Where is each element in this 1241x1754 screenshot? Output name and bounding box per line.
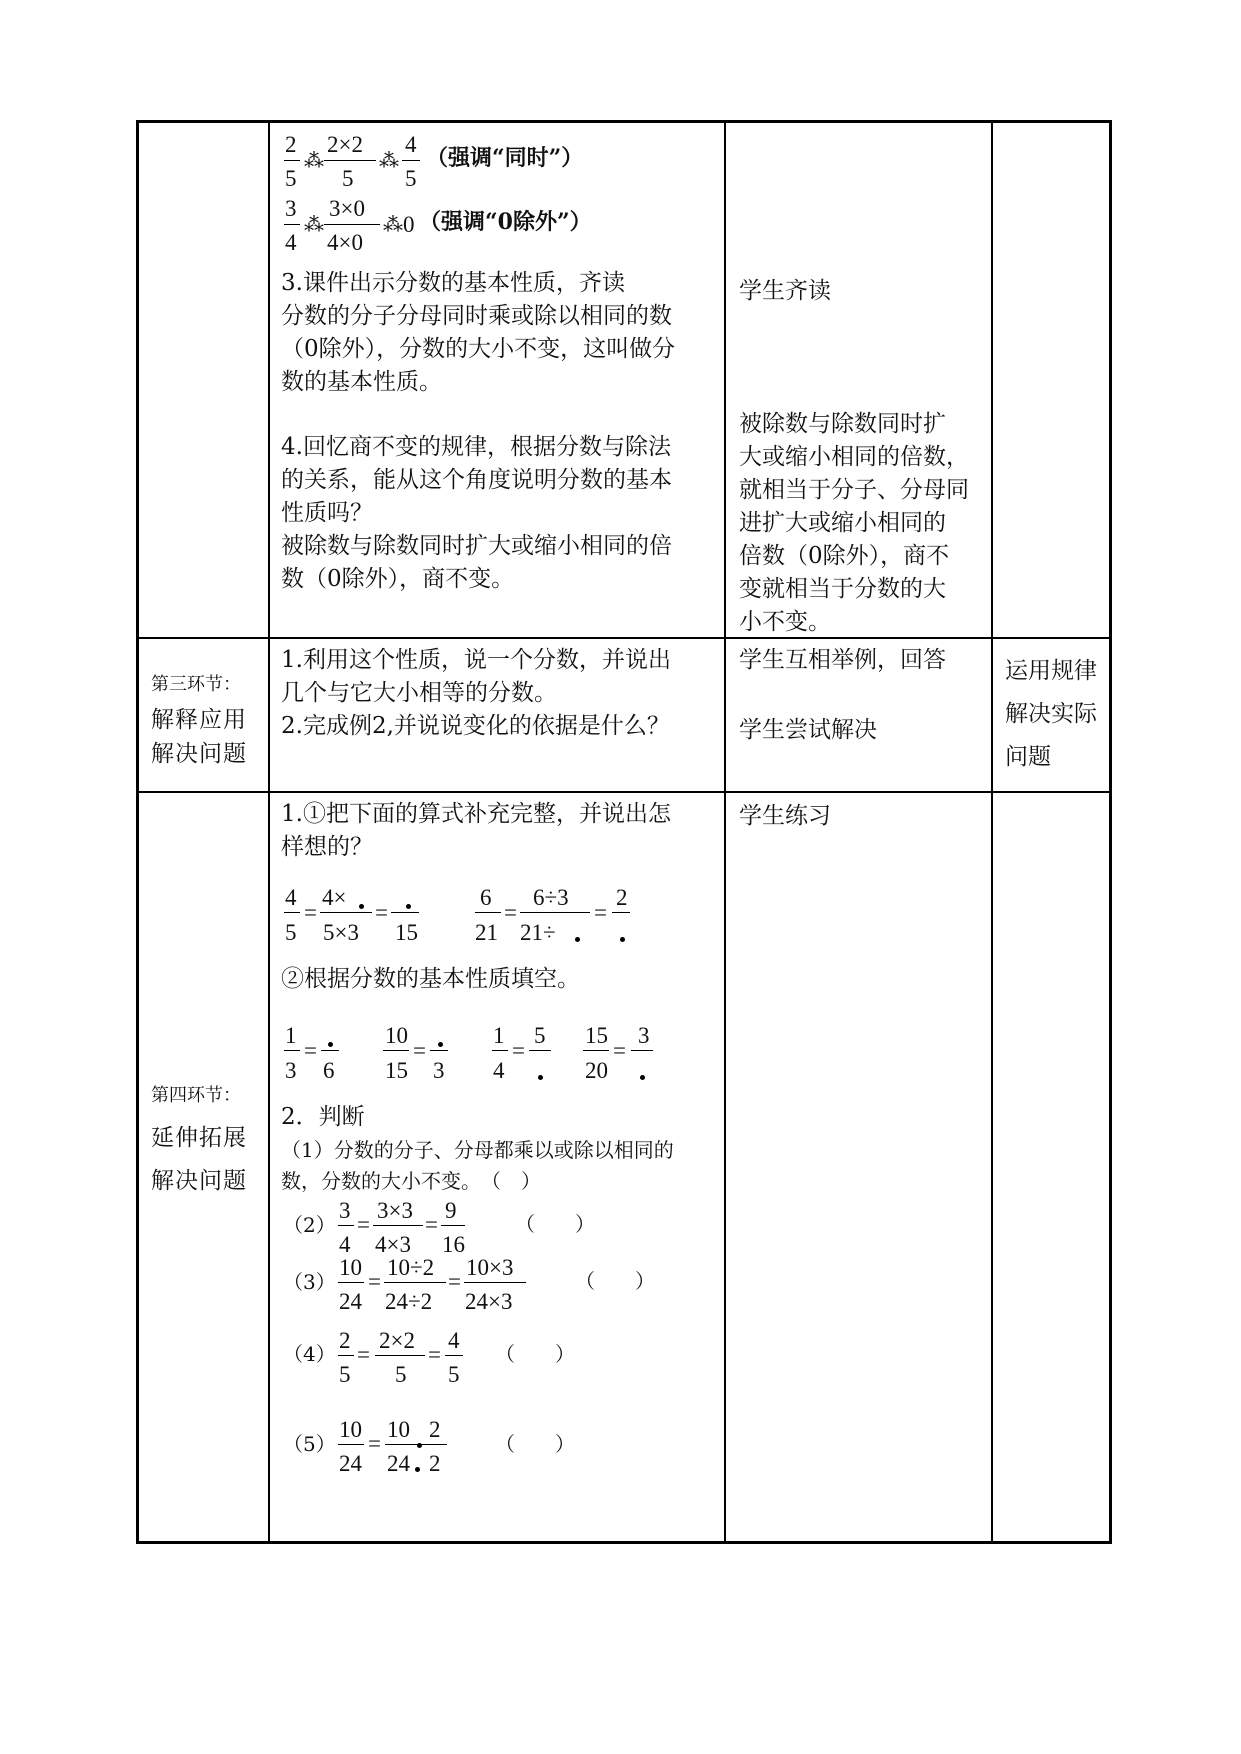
student-activity: 学生齐读 [739, 278, 831, 304]
fraction-denominator: 24÷2 [385, 1289, 433, 1314]
fraction-numerator: 4 [285, 885, 297, 910]
column-divider [991, 123, 993, 1541]
design-intent: 问题 [1005, 744, 1051, 770]
stage-label: 解决问题 [151, 1168, 247, 1194]
fraction-denominator: 5 [285, 920, 297, 945]
fraction-numerator: 4 [405, 132, 417, 157]
question-1-line: 1.①把下面的算式补充完整，并说出怎 [281, 801, 671, 827]
student-activity-line: 大或缩小相同的倍数， [739, 444, 969, 470]
fraction-numerator: 1 [493, 1023, 505, 1048]
blank-marker [620, 937, 625, 942]
fraction-denominator: 2 [429, 1451, 441, 1476]
stage-label: 解决问题 [151, 741, 247, 767]
result-value: 0 [403, 212, 415, 237]
fraction-numerator: 10÷2 [387, 1255, 435, 1280]
equals-sign: ⁂ [379, 148, 399, 172]
question-2-title: 2．判断 [281, 1104, 365, 1130]
student-activity-line: 就相当于分子、分母同 [739, 477, 969, 503]
fraction-numerator: 5 [534, 1023, 546, 1048]
fraction-denominator: 24 [387, 1451, 410, 1476]
answer-blank: （ ） [515, 1212, 595, 1236]
fraction-denominator: 4 [285, 230, 297, 255]
design-intent: 解决实际 [1005, 701, 1097, 727]
fraction-numerator: 10 [387, 1417, 410, 1442]
answer-blank: （ ） [495, 1432, 575, 1456]
fraction-denominator: 3 [433, 1058, 445, 1083]
equals-sign: ⁂ [304, 212, 324, 236]
equals-sign: = [304, 1038, 317, 1063]
equals-sign: = [425, 1212, 438, 1237]
blank-marker [575, 937, 580, 942]
blank-marker [415, 1467, 420, 1472]
fraction-numerator: 15 [585, 1023, 608, 1048]
fraction-denominator: 4×0 [327, 230, 363, 255]
equals-sign: = [448, 1269, 461, 1294]
fraction-numerator: 2×2 [379, 1328, 415, 1353]
fraction-denominator: 21÷ [520, 920, 556, 945]
equals-sign: = [368, 1431, 381, 1456]
fraction-numerator: 3×0 [329, 196, 365, 221]
step-4-line: 数（0除外），商不变。 [281, 566, 515, 592]
fraction-denominator: 6 [323, 1058, 335, 1083]
step-3-line: （0除外），分数的大小不变，这叫做分 [281, 336, 676, 362]
equals-sign: = [428, 1342, 441, 1367]
step-3-line: 分数的分子分母同时乘或除以相同的数 [281, 303, 672, 329]
stage-label: 第三环节： [151, 674, 241, 695]
equals-sign: = [304, 900, 317, 925]
fraction-denominator: 5 [339, 1362, 351, 1387]
row-divider [139, 791, 1109, 793]
fraction-denominator: 4 [493, 1058, 505, 1083]
blank-marker [328, 1042, 333, 1047]
stage-3-line: 1.利用这个性质，说一个分数，并说出 [281, 647, 671, 673]
stage-3-line: 2.完成例2,并说说变化的依据是什么？ [281, 713, 670, 739]
judge-number: （3） [283, 1270, 336, 1294]
fraction-numerator: 6 [480, 885, 492, 910]
fraction-numerator: 10×3 [466, 1255, 514, 1280]
fraction-numerator: 6÷3 [533, 885, 569, 910]
blank-marker [438, 1042, 443, 1047]
column-divider [724, 123, 726, 1541]
design-intent: 运用规律 [1005, 658, 1097, 684]
fraction-numerator: 2 [616, 885, 628, 910]
fraction-numerator: 3×3 [377, 1198, 413, 1223]
student-activity-line: 小不变。 [739, 609, 831, 635]
column-divider [268, 123, 270, 1541]
student-activity-line: 变就相当于分数的大 [739, 576, 946, 602]
fraction-denominator: 5×3 [323, 920, 359, 945]
fraction-denominator: 4×3 [375, 1232, 411, 1257]
fraction-numerator: 3 [285, 196, 297, 221]
step-4-line: 性质吗？ [281, 500, 373, 526]
fraction-denominator: 24×3 [465, 1289, 513, 1314]
student-activity: 学生练习 [739, 803, 831, 829]
judge-number: （5） [283, 1432, 336, 1456]
student-activity-line: 被除数与除数同时扩 [739, 411, 946, 437]
judge-1-line: 数，分数的大小不变。 （ ） [281, 1169, 541, 1193]
equals-sign: = [613, 1038, 626, 1063]
fraction-numerator: 3 [638, 1023, 650, 1048]
fraction-numerator: 2 [339, 1328, 351, 1353]
fraction-numerator: 2 [429, 1417, 441, 1442]
fraction-numerator: 4 [448, 1328, 460, 1353]
blank-marker [640, 1075, 645, 1080]
row-divider [139, 637, 1109, 639]
blank-marker [406, 904, 411, 909]
question-1b-title: ②根据分数的基本性质填空。 [281, 966, 580, 992]
step-3-title: 3.课件出示分数的基本性质，齐读 [281, 270, 625, 296]
fraction-denominator: 15 [395, 920, 418, 945]
student-activity-line: 倍数（0除外），商不 [739, 543, 950, 569]
fraction-numerator: 9 [445, 1198, 457, 1223]
fraction-denominator: 5 [285, 166, 297, 191]
fraction-numerator: 4× [322, 885, 347, 910]
judge-number: （2） [283, 1213, 336, 1237]
equals-sign: = [375, 900, 388, 925]
fraction-numerator: 10 [339, 1417, 362, 1442]
fraction-numerator: 10 [339, 1255, 362, 1280]
student-activity-line: 进扩大或缩小相同的 [739, 510, 946, 536]
equals-sign: = [368, 1269, 381, 1294]
fraction-denominator: 16 [442, 1232, 465, 1257]
stage-3-line: 几个与它大小相等的分数。 [281, 680, 557, 706]
fraction-denominator: 20 [585, 1058, 608, 1083]
step-3-line: 数的基本性质。 [281, 369, 442, 395]
answer-blank: （ ） [575, 1269, 655, 1293]
fraction-denominator: 3 [285, 1058, 297, 1083]
fraction-numerator: 1 [285, 1023, 297, 1048]
step-4-line: 4.回忆商不变的规律，根据分数与除法 [281, 434, 671, 460]
emphasis-note: （强调“同时”） [426, 145, 584, 171]
equals-sign: ⁂ [383, 212, 403, 236]
step-4-line: 被除数与除数同时扩大或缩小相同的倍 [281, 533, 672, 559]
student-activity: 学生互相举例，回答 [739, 647, 946, 673]
fraction-denominator: 5 [395, 1362, 407, 1387]
lesson-plan-table [136, 120, 1112, 1544]
answer-blank: （ ） [495, 1342, 575, 1366]
equals-sign: ⁂ [304, 148, 324, 172]
equals-sign: = [504, 900, 517, 925]
question-1-line: 样想的？ [281, 834, 373, 860]
stage-label: 延伸拓展 [151, 1125, 247, 1151]
equals-sign: = [357, 1342, 370, 1367]
fraction-numerator: 10 [385, 1023, 408, 1048]
judge-1-line: （1）分数的分子、分母都乘以或除以相同的 [281, 1138, 674, 1162]
stage-label: 第四环节： [151, 1085, 241, 1106]
fraction-numerator: 2 [285, 132, 297, 157]
fraction-numerator: 3 [339, 1198, 351, 1223]
equals-sign: = [594, 900, 607, 925]
emphasis-note: （强调“0除外”） [419, 209, 592, 235]
step-4-line: 的关系，能从这个角度说明分数的基本 [281, 467, 672, 493]
fraction-denominator: 21 [475, 920, 498, 945]
blank-marker [538, 1075, 543, 1080]
equals-sign: = [512, 1038, 525, 1063]
fraction-denominator: 5 [405, 166, 417, 191]
fraction-denominator: 4 [339, 1232, 351, 1257]
fraction-denominator: 15 [385, 1058, 408, 1083]
fraction-denominator: 24 [339, 1289, 362, 1314]
fraction-numerator: 2×2 [327, 132, 363, 157]
stage-label: 解释应用 [151, 707, 247, 733]
equals-sign: = [413, 1038, 426, 1063]
student-activity: 学生尝试解决 [739, 717, 877, 743]
fraction-denominator: 5 [342, 166, 354, 191]
fraction-denominator: 24 [339, 1451, 362, 1476]
blank-marker [359, 904, 364, 909]
fraction-denominator: 5 [448, 1362, 460, 1387]
judge-number: （4） [283, 1342, 336, 1366]
equals-sign: = [357, 1212, 370, 1237]
